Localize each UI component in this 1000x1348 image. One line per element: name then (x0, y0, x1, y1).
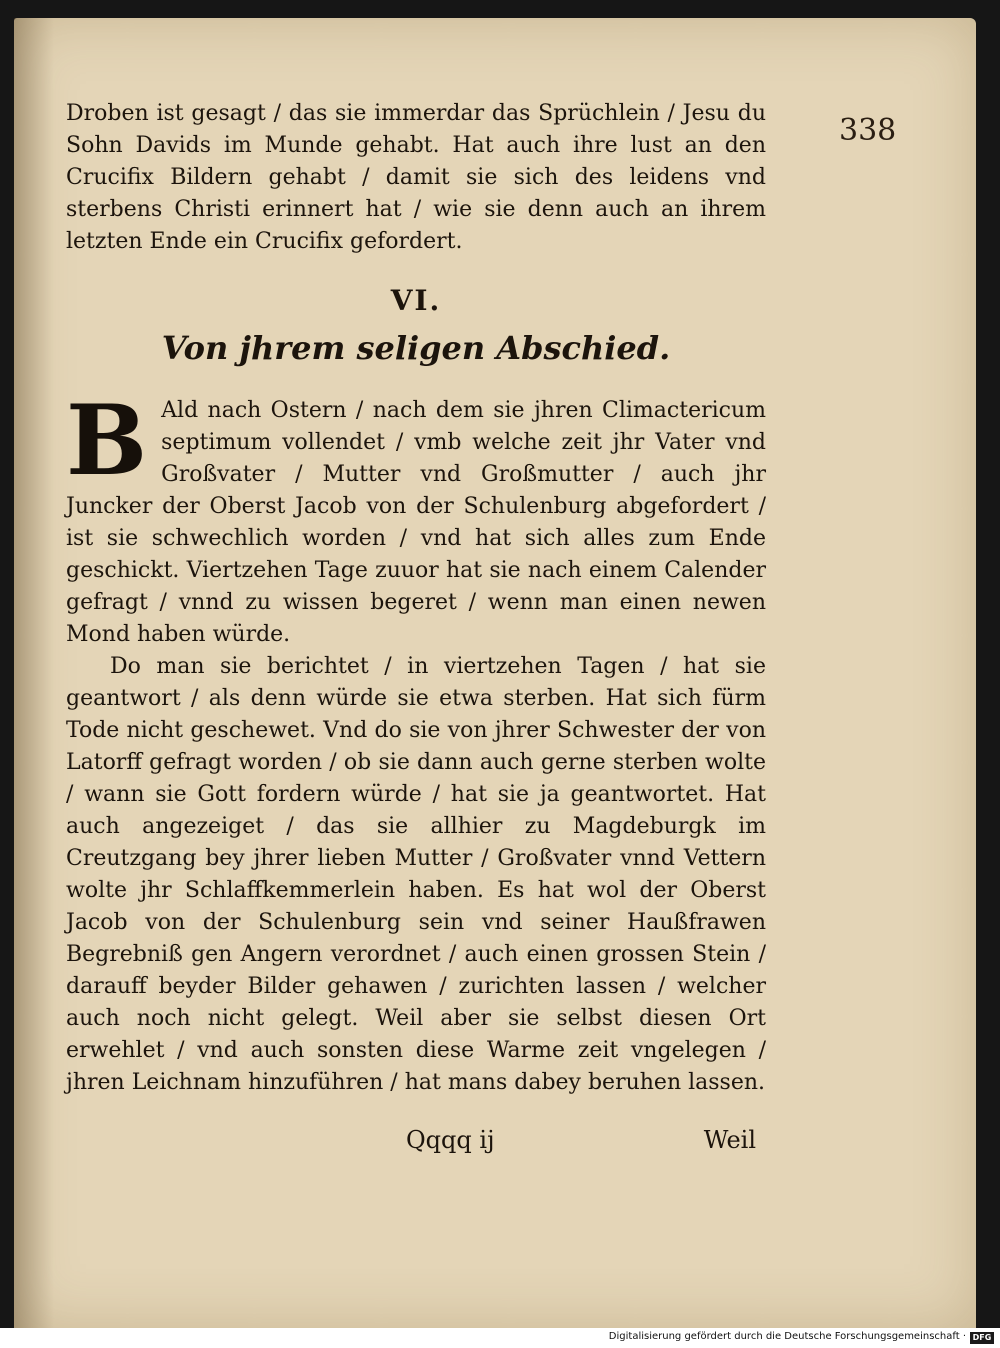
paragraph-after-easter-text: Ald nach Ostern / nach dem sie jhren Climactericum septimum vollendet / vmb welche zeit jhr Vater vnd Großvater / Mutter vnd Großmutter / auch jhr Juncker der Oberst Jacob von der Schulenburg abgefordert / ist sie schwechlich worden / vnd hat sich alles zum Ende geschickt. Viertzehen Tage zuuor hat sie nach einem Calender gefragt / vnnd zu wissen begeret / wenn man einen newen Mond haben würde. (66, 398, 766, 647)
page-footer (66, 1126, 766, 1166)
paragraph-burial: Do man sie berichtet / in viertzehen Tagen / hat sie geantwort / als denn würde sie etwa sterben. Hat sich fürm Tode nicht geschewet. Vnd do sie von jhrer Schwester der von Latorff gefragt worden / ob sie dann auch gerne sterben wolte / wann sie Gott fordern würde / hat sie ja geantwortet. Hat auch angezeiget / das sie allhier zu Magdeburgk im Creutzgang bey jhrer lieben Mutter / Großvater vnnd Vettern wolte jhr Schlaffkemmerlein haben. Es hat wol der Oberst Jacob von der Schulenburg sein vnd seiner Haußfrawen Begrebniß gen Angern verordnet / auch einen grossen Stein / darauff beyder Bilder gehawen / zurichten lassen / welcher auch noch nicht gelegt. Weil aber sie selbst diesen Ort erwehlet / vnd auch sonsten diese Warme zeit vngelegen / jhren Leichnam hinzuführen / hat mans dabey beruhen lassen. (66, 654, 766, 1095)
dfg-logo-icon: DFG (970, 1332, 994, 1344)
paragraph-crucifix: Droben ist gesagt / das sie immerdar das Sprüchlein / Jesu du Sohn Davids im Munde gehabt. Hat auch ihre lust an den Crucifix Bildern gehabt / damit sie sich des leidens vnd sterbens Christi erinnert hat / wie sie denn auch an ihrem letzten Ende ein Crucifix gefordert. (66, 101, 766, 254)
gutter-shadow (14, 18, 54, 1328)
text-block (66, 98, 766, 1099)
attribution-bar (0, 1328, 1000, 1348)
funding-attribution: Digitalisierung gefördert durch die Deutsche Forschungsgemeinschaft · (608, 1331, 966, 1342)
page-number: 338 (839, 113, 897, 148)
catchword: Weil (703, 1126, 756, 1154)
signature-mark: Qqqq ij (406, 1126, 495, 1154)
section-title: Von jhrem seligen Abschied. (161, 329, 671, 367)
section-number: VI. (390, 284, 442, 317)
decorated-initial: B (66, 384, 148, 497)
paragraph-after-easter (66, 384, 766, 651)
book-page (14, 18, 976, 1328)
